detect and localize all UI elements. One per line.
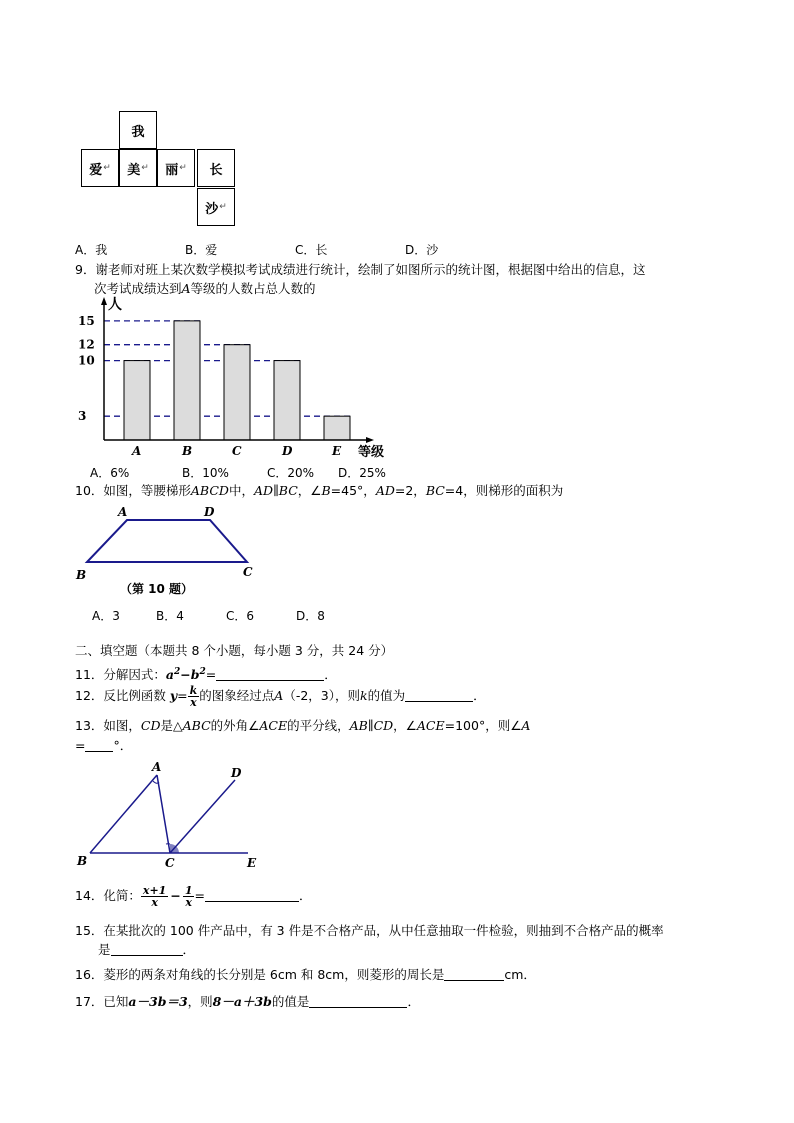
y-tick-label: 10 xyxy=(78,353,95,368)
q14-answer-blank[interactable] xyxy=(205,889,299,902)
segment-ba xyxy=(90,775,157,853)
q9-option-c: C．20% xyxy=(267,466,315,480)
q10-text: 10．如图，等腰梯形ABCD中，AD∥BC，∠B=45°，AD=2，BC=4，则梯形的面积为 xyxy=(75,483,564,498)
q9-option-b: B．10% xyxy=(182,466,229,480)
q11-text: 11．分解因式：$a^2-b^2=$ ． xyxy=(75,667,337,683)
q12-text: 12．反比例函数 y= $\frac{k}{x}$ 的图象经过点A（-2，3），则k的值为 ． xyxy=(75,684,486,709)
y-axis-arrow xyxy=(101,297,107,305)
x-tick-label: E xyxy=(332,444,342,458)
q17-answer-blank[interactable] xyxy=(309,995,407,1008)
y-tick-label: 12 xyxy=(78,337,95,352)
q9-text-line2: 次考试成绩达到A等级的人数占总人数的 xyxy=(94,281,316,296)
x-tick-label: B xyxy=(182,444,193,458)
bar-D xyxy=(274,361,300,440)
segment-ac xyxy=(157,775,170,853)
q14-fraction-2: $\frac{1}{x}$ xyxy=(184,884,193,909)
label-a: A xyxy=(118,505,128,519)
y-axis-label: 人 xyxy=(108,297,122,313)
net-cell: 沙 ↵ xyxy=(197,188,235,226)
q15-text-line2: 是 ． xyxy=(98,942,196,957)
label-c: C xyxy=(243,565,253,579)
angle-figure xyxy=(70,758,270,873)
q10-option-a: A．3 xyxy=(92,609,120,623)
q14-text: 14．化简： $\frac{x+1}{x}$ − $\frac{1}{x}$ = ． xyxy=(75,884,312,909)
q16-answer-blank[interactable] xyxy=(444,968,504,981)
q17-text: 17．已知a－3b＝3，则8－a＋3b的值是 ． xyxy=(75,994,420,1009)
q8-option-d: D．沙 xyxy=(405,243,439,257)
x-axis-label: 等级 xyxy=(358,445,385,460)
segment-cd xyxy=(170,780,235,853)
net-cell: 爱 ↵ xyxy=(81,149,119,187)
q15-answer-blank[interactable] xyxy=(111,943,183,956)
label-b: B xyxy=(77,854,88,868)
x-tick-label: A xyxy=(132,444,142,458)
net-cell: 我 xyxy=(119,111,157,149)
label-b: B xyxy=(76,568,87,582)
figure-caption: （第 10 题） xyxy=(120,582,194,596)
trapezoid-shape xyxy=(87,520,247,562)
net-cell: 丽 ↵ xyxy=(157,149,195,187)
q15-text-line1: 15．在某批次的 100 件产品中，有 3 件是不合格产品，从中任意抽取一件检验，则抽到不合格产品的概率 xyxy=(75,923,664,938)
label-a: A xyxy=(152,760,162,774)
q14-fraction-1: $\frac{x+1}{x}$ xyxy=(142,884,167,909)
bar-A xyxy=(124,361,150,440)
bar-E xyxy=(324,416,350,440)
q8-option-c: C．长 xyxy=(295,243,328,257)
q9-option-d: D．25% xyxy=(338,466,386,480)
net-cell: 美 ↵ xyxy=(119,149,157,187)
bar-chart xyxy=(70,295,410,465)
trapezoid-figure xyxy=(70,500,270,605)
bar-C xyxy=(224,345,250,440)
q13-text-line1: 13．如图，CD是△ABC的外角∠ACE的平分线，AB∥CD，∠ACE=100°，则∠A xyxy=(75,718,531,733)
label-d: D xyxy=(231,766,242,780)
bar-B xyxy=(174,321,200,440)
y-tick-label: 15 xyxy=(78,313,95,328)
label-e: E xyxy=(247,856,257,870)
q12-answer-blank[interactable] xyxy=(405,689,473,702)
q9-option-a: A．6% xyxy=(90,466,130,480)
q12-fraction: $\frac{k}{x}$ xyxy=(189,684,198,709)
q10-option-b: B．4 xyxy=(156,609,184,623)
x-tick-label: D xyxy=(282,444,293,458)
y-tick-label: 3 xyxy=(78,409,87,424)
q8-option-a: A．我 xyxy=(75,243,108,257)
label-d: D xyxy=(204,505,215,519)
q13-text-line2: = °． xyxy=(75,738,133,753)
q10-option-c: C．6 xyxy=(226,609,255,623)
x-axis-arrow xyxy=(366,437,374,443)
x-tick-label: C xyxy=(232,444,242,458)
label-c: C xyxy=(165,856,175,870)
q8-option-b: B．爱 xyxy=(185,243,218,257)
section-2-title: 二、填空题（本题共 8 个小题，每小题 3 分，共 24 分） xyxy=(75,643,394,658)
q9-text-line1: 9．谢老师对班上某次数学模拟考试成绩进行统计，绘制了如图所示的统计图，根据图中给出的信息，这 xyxy=(75,262,646,277)
q13-answer-blank[interactable] xyxy=(85,739,113,752)
q10-option-d: D．8 xyxy=(296,609,325,623)
net-cell: 长 xyxy=(197,149,235,187)
q11-answer-blank[interactable] xyxy=(216,668,324,681)
q16-text: 16．菱形的两条对角线的长分别是 6cm 和 8cm，则菱形的周长是 cm． xyxy=(75,967,536,982)
